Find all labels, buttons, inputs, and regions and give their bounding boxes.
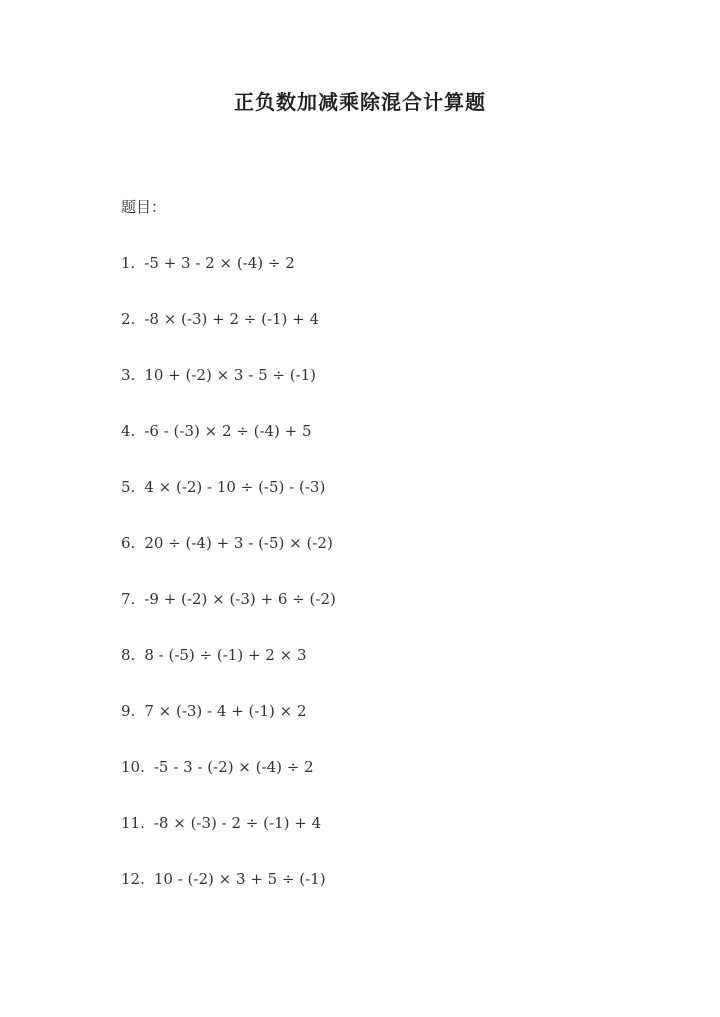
problem-number: 6. (121, 534, 136, 552)
problem-item (121, 364, 336, 420)
section-label: 题目： (121, 198, 167, 216)
problem-item (121, 308, 336, 364)
problem-expression: -8 × (-3) + 2 ÷ (-1) + 4 (144, 310, 320, 328)
document-title: 正负数加减乘除混合计算题 (234, 90, 486, 114)
problem-number: 9. (121, 702, 136, 720)
problem-expression: 7 × (-3) - 4 + (-1) × 2 (144, 702, 307, 720)
problem-number: 10. (121, 758, 145, 776)
problem-item (121, 252, 336, 308)
problem-item (121, 532, 336, 588)
problem-item (121, 476, 336, 532)
problem-item (121, 756, 336, 812)
problem-item (121, 868, 336, 924)
problem-expression: -5 - 3 - (-2) × (-4) ÷ 2 (153, 758, 314, 776)
problem-number: 4. (121, 422, 136, 440)
problem-expression: 20 ÷ (-4) + 3 - (-5) × (-2) (144, 534, 333, 552)
problem-expression: -8 × (-3) - 2 ÷ (-1) + 4 (153, 814, 322, 832)
problem-expression: -6 - (-3) × 2 ÷ (-4) + 5 (144, 422, 312, 440)
problem-number: 12. (121, 870, 145, 888)
problem-item (121, 700, 336, 756)
problem-number: 2. (121, 310, 136, 328)
problem-item (121, 588, 336, 644)
problem-expression: 10 - (-2) × 3 + 5 ÷ (-1) (153, 870, 326, 888)
problem-number: 1. (121, 254, 136, 272)
problem-list (121, 252, 336, 924)
problem-item (121, 812, 336, 868)
problem-expression: -9 + (-2) × (-3) + 6 ÷ (-2) (144, 590, 336, 608)
problem-expression: -5 + 3 - 2 × (-4) ÷ 2 (144, 254, 295, 272)
problem-item (121, 420, 336, 476)
problem-number: 7. (121, 590, 136, 608)
problem-expression: 10 + (-2) × 3 - 5 ÷ (-1) (144, 366, 317, 384)
problem-number: 3. (121, 366, 136, 384)
problem-expression: 4 × (-2) - 10 ÷ (-5) - (-3) (144, 478, 326, 496)
problem-number: 11. (121, 814, 145, 832)
problem-item (121, 644, 336, 700)
problem-expression: 8 - (-5) ÷ (-1) + 2 × 3 (144, 646, 307, 664)
problem-number: 8. (121, 646, 136, 664)
problem-number: 5. (121, 478, 136, 496)
